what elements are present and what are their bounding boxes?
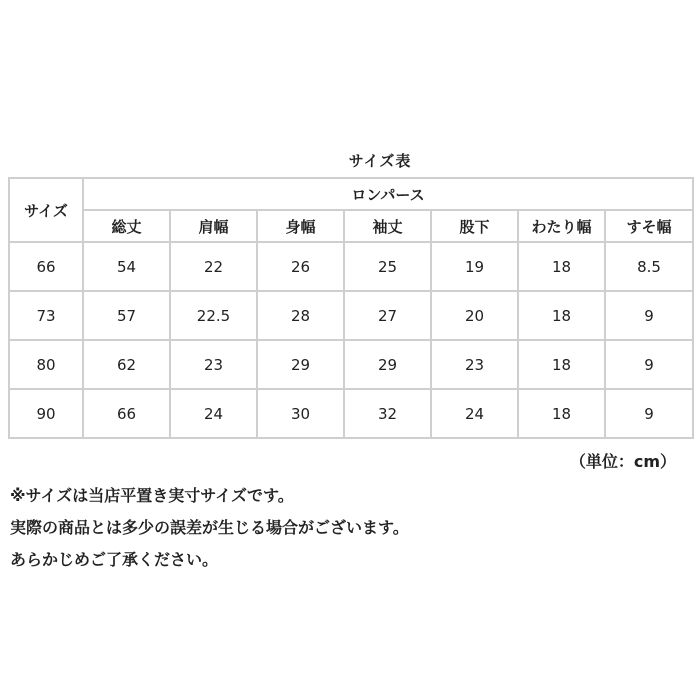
table-cell: 18 xyxy=(518,242,605,291)
column-header: すそ幅 xyxy=(605,210,693,242)
table-cell: 26 xyxy=(257,242,344,291)
table-cell: 32 xyxy=(344,389,431,438)
group-header: ロンパース xyxy=(83,178,693,210)
table-row xyxy=(9,291,693,340)
table-cell: 30 xyxy=(257,389,344,438)
size-cell: 66 xyxy=(9,242,83,291)
note-line: あらかじめご了承ください。 xyxy=(10,550,219,569)
table-cell: 20 xyxy=(431,291,518,340)
table-cell: 29 xyxy=(344,340,431,389)
size-header: サイズ xyxy=(9,178,83,242)
column-header: わたり幅 xyxy=(518,210,605,242)
note-line: ※サイズは当店平置き実寸サイズです。 xyxy=(10,486,294,505)
column-header: 袖丈 xyxy=(344,210,431,242)
table-cell: 9 xyxy=(605,389,693,438)
table-cell: 29 xyxy=(257,340,344,389)
size-cell: 73 xyxy=(9,291,83,340)
table-row xyxy=(9,242,693,291)
table-cell: 23 xyxy=(431,340,518,389)
table-cell: 57 xyxy=(83,291,170,340)
table-cell: 22.5 xyxy=(170,291,257,340)
table-cell: 18 xyxy=(518,291,605,340)
size-cell: 90 xyxy=(9,389,83,438)
table-cell: 28 xyxy=(257,291,344,340)
table-cell: 62 xyxy=(83,340,170,389)
table-cell: 27 xyxy=(344,291,431,340)
table-cell: 19 xyxy=(431,242,518,291)
table-cell: 25 xyxy=(344,242,431,291)
table-cell: 8.5 xyxy=(605,242,693,291)
column-header: 総丈 xyxy=(83,210,170,242)
table-cell: 9 xyxy=(605,291,693,340)
note-line: 実際の商品とは多少の誤差が生じる場合がございます。 xyxy=(10,518,409,537)
table-cell: 22 xyxy=(170,242,257,291)
table-cell: 24 xyxy=(170,389,257,438)
table-cell: 24 xyxy=(431,389,518,438)
table-cell: 9 xyxy=(605,340,693,389)
table-cell: 66 xyxy=(83,389,170,438)
size-cell: 80 xyxy=(9,340,83,389)
header-row-columns xyxy=(9,210,693,242)
table-row xyxy=(9,389,693,438)
notes xyxy=(10,480,690,576)
header-row-group xyxy=(9,178,693,210)
table-title: サイズ表 xyxy=(348,152,412,170)
table-row xyxy=(9,340,693,389)
table-cell: 18 xyxy=(518,389,605,438)
size-table xyxy=(8,177,694,439)
unit-label: （単位：cm） xyxy=(569,452,676,471)
column-header: 肩幅 xyxy=(170,210,257,242)
column-header: 身幅 xyxy=(257,210,344,242)
table-cell: 54 xyxy=(83,242,170,291)
column-header: 股下 xyxy=(431,210,518,242)
table-cell: 23 xyxy=(170,340,257,389)
table-cell: 18 xyxy=(518,340,605,389)
